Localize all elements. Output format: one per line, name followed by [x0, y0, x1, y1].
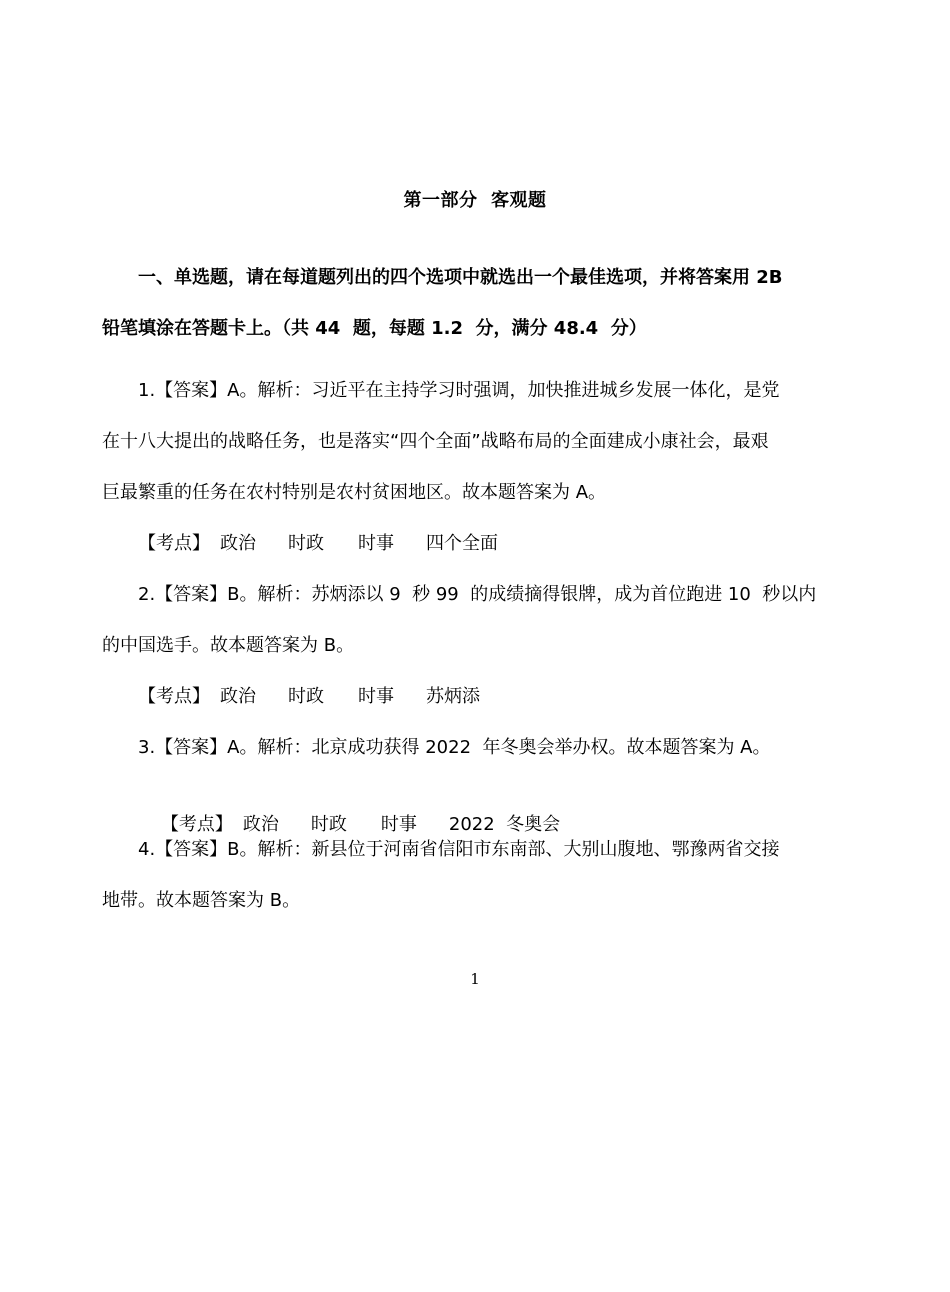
q1-answer-line-1: 1.【答案】A。解析：习近平在主持学习时强调，加快推进城乡发展一体化，是党 — [138, 380, 780, 401]
q4-answer-line-1: 4.【答案】B。解析：新县位于河南省信阳市东南部、大别山腹地、鄂豫两省交接 — [138, 839, 780, 860]
instructions-line-2: 铅笔填涂在答题卡上。（共 44 题，每题 1.2 分，满分 48.4 分） — [102, 318, 647, 339]
kaodian-type: 时事 — [358, 533, 394, 554]
q1-kaodian — [138, 531, 878, 557]
kaodian-subject: 政治 — [220, 686, 256, 707]
kaodian-tag: 【考点】 — [160, 814, 233, 835]
kaodian-tag: 【考点】 — [138, 533, 210, 554]
kaodian-type: 时事 — [358, 686, 394, 707]
q1-answer-line-3: 巨最繁重的任务在农村特别是农村贫困地区。故本题答案为 A。 — [102, 482, 607, 503]
q2-answer-line-2: 的中国选手。故本题答案为 B。 — [102, 635, 355, 656]
kaodian-topic: 四个全面 — [426, 533, 498, 554]
q4-answer-line-2: 地带。故本题答案为 B。 — [102, 890, 301, 911]
q1-answer-line-2: 在十八大提出的战略任务，也是落实“四个全面”战略布局的全面建成小康社会，最艰 — [102, 431, 769, 452]
kaodian-subject: 政治 — [242, 814, 279, 835]
q2-answer-line-1: 2.【答案】B。解析：苏炳添以 9 秒 99 的成绩摘得银牌，成为首位跑进 10 秒以内 — [138, 584, 817, 605]
kaodian-type: 时事 — [380, 814, 417, 835]
kaodian-subject: 政治 — [220, 533, 256, 554]
q3-answer-line-1: 3.【答案】A。解析：北京成功获得 2022 年冬奥会举办权。故本题答案为 A。 — [138, 737, 771, 758]
kaodian-category: 时政 — [288, 533, 324, 554]
kaodian-topic: 苏炳添 — [426, 686, 480, 707]
q2-kaodian — [138, 684, 878, 710]
kaodian-category: 时政 — [310, 814, 347, 835]
kaodian-topic: 2022 冬奥会 — [448, 814, 561, 835]
kaodian-tag: 【考点】 — [138, 686, 210, 707]
page-number: 1 — [470, 970, 480, 988]
section-title: 第一部分 客观题 — [403, 190, 547, 211]
instructions-line-1: 一、单选题，请在每道题列出的四个选项中就选出一个最佳选项，并将答案用 2B — [138, 267, 783, 288]
kaodian-category: 时政 — [288, 686, 324, 707]
